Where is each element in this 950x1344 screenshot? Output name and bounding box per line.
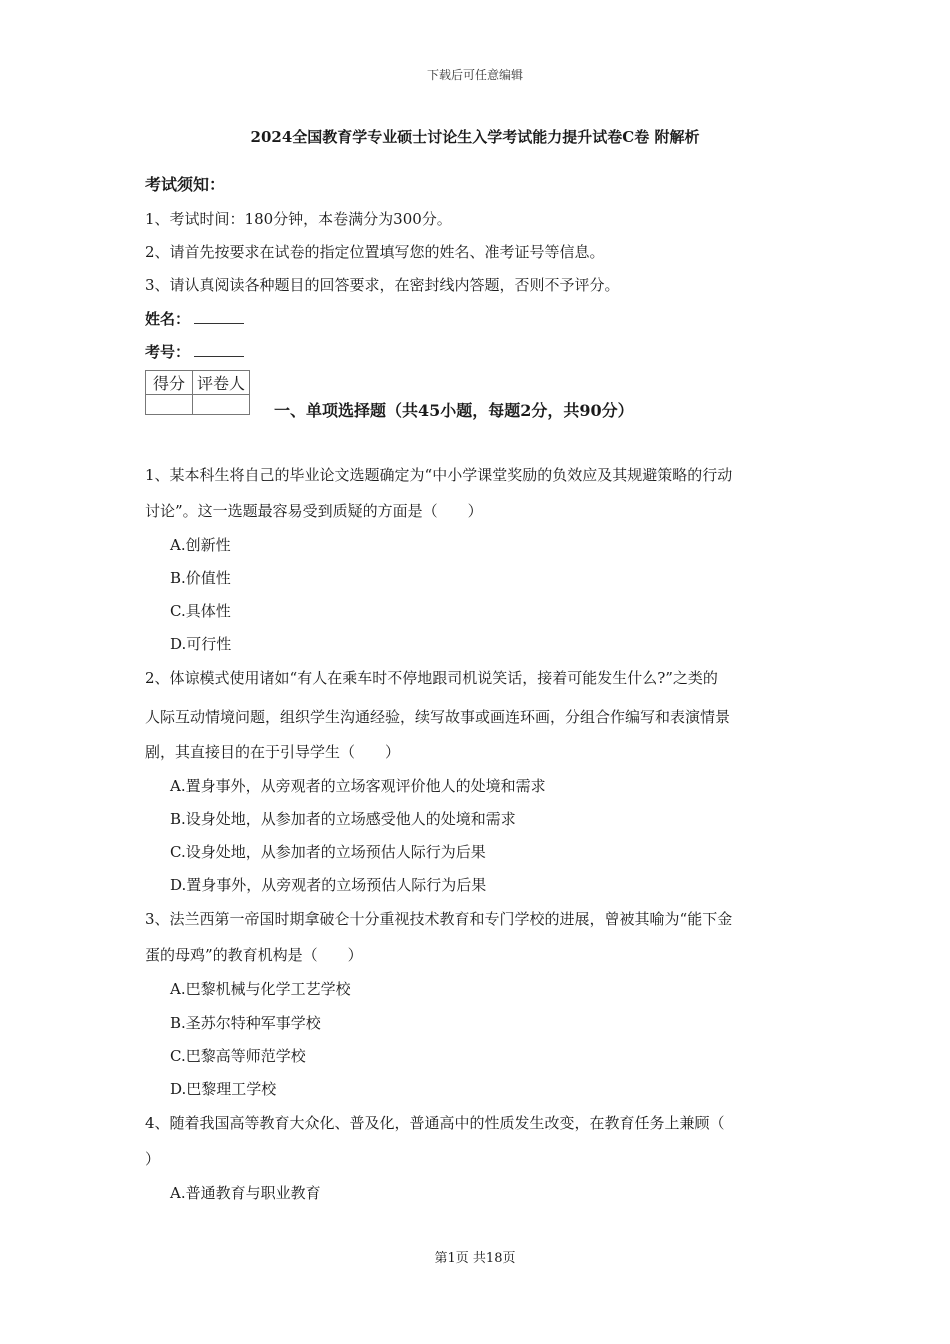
- option: A.创新性: [170, 536, 231, 554]
- exam-no-label: 考号：: [145, 343, 191, 361]
- option: A.普通教育与职业教育: [170, 1184, 321, 1202]
- grader-cell: [193, 395, 250, 415]
- score-cell: [146, 395, 193, 415]
- option: B.设身处地，从参加者的立场感受他人的处境和需求: [170, 810, 516, 828]
- option: C.设身处地，从参加者的立场预估人际行为后果: [170, 843, 486, 861]
- page-footer: 第1页 共18页: [434, 1251, 516, 1266]
- grader-header: 评卷人: [193, 371, 250, 395]
- name-blank[interactable]: [194, 309, 244, 324]
- question-line: 剧，其直接目的在于引导学生（ ）: [145, 743, 401, 761]
- score-header: 得分: [146, 371, 193, 395]
- score-table: [145, 370, 250, 415]
- notice-item: 3、请认真阅读各种题目的回答要求，在密封线内答题，否则不予评分。: [145, 276, 620, 294]
- exam-no-blank[interactable]: [194, 342, 244, 357]
- notice-item: 1、考试时间：180分钟，本卷满分为300分。: [145, 210, 452, 228]
- notice-heading: 考试须知：: [145, 175, 226, 194]
- option: B.价值性: [170, 569, 231, 587]
- option: C.具体性: [170, 602, 231, 620]
- question-line: 1、某本科生将自己的毕业论文选题确定为“中小学课堂奖励的负效应及其规避策略的行动: [145, 466, 733, 484]
- option: B.圣苏尔特种军事学校: [170, 1014, 321, 1032]
- exam-no-field: [145, 341, 244, 362]
- option: D.巴黎理工学校: [170, 1080, 277, 1098]
- name-field: [145, 308, 244, 329]
- option: D.可行性: [170, 635, 232, 653]
- name-label: 姓名：: [145, 310, 191, 328]
- section-title: 一、单项选择题（共45小题，每题2分，共90分）: [274, 401, 634, 420]
- exam-title: 2024全国教育学专业硕士讨论生入学考试能力提升试卷C卷 附解析: [250, 128, 700, 146]
- question-line: 讨论”。这一选题最容易受到质疑的方面是（ ）: [145, 502, 483, 520]
- question-line: 人际互动情境问题，组织学生沟通经验，续写故事或画连环画，分组合作编写和表演情景: [145, 708, 731, 726]
- question-line: 4、随着我国高等教育大众化、普及化，普通高中的性质发生改变，在教育任务上兼顾（: [145, 1114, 725, 1132]
- notice-item: 2、请首先按要求在试卷的指定位置填写您的姓名、准考证号等信息。: [145, 243, 605, 261]
- question-line: 2、体谅模式使用诸如“有人在乘车时不停地跟司机说笑话，接着可能发生什么?”之类的: [145, 669, 718, 687]
- header-note: 下载后可任意编辑: [426, 68, 523, 82]
- question-line: ）: [145, 1150, 161, 1168]
- question-line: 蛋的母鸡”的教育机构是（ ）: [145, 946, 363, 964]
- option: A.置身事外，从旁观者的立场客观评价他人的处境和需求: [170, 777, 546, 795]
- option: D.置身事外，从旁观者的立场预估人际行为后果: [170, 876, 487, 894]
- option: A.巴黎机械与化学工艺学校: [170, 980, 351, 998]
- question-line: 3、法兰西第一帝国时期拿破仑十分重视技术教育和专门学校的进展，曾被其喻为“能下金: [145, 910, 733, 928]
- option: C.巴黎高等师范学校: [170, 1047, 306, 1065]
